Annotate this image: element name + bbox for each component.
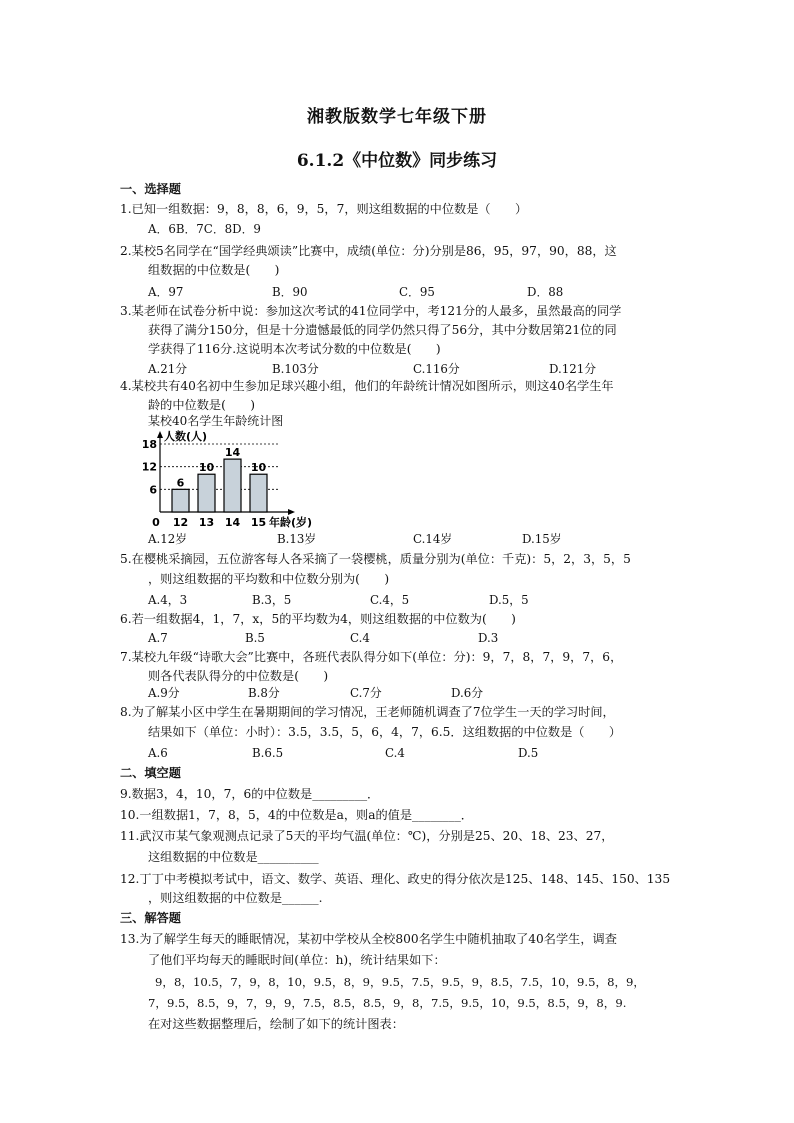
page-subtitle: 6.1.2《中位数》同步练习 <box>296 151 498 171</box>
question-5-option-a: A.4，3 <box>148 593 188 607</box>
question-13-data-line-1: 9，8，10.5，7，9，8，10，9.5，8，9，9.5，7.5，9.5，9，8.5，7.5，10，9.5，8，9， <box>155 975 646 989</box>
question-3-option-d: D.121分 <box>549 362 597 376</box>
question-12-line-2: ，则这组数据的中位数是______. <box>148 891 323 905</box>
question-6-option-d: D.3 <box>478 631 499 645</box>
bar-age-15 <box>250 474 267 512</box>
question-4-option-a: A.12岁 <box>148 532 188 546</box>
question-7-line-1: 7.某校九年级“诗歌大会”比赛中，各班代表队得分如下(单位：分)：9，7，8，7，9，7，6， <box>120 650 623 664</box>
question-13-line-2: 了他们平均每天的睡眠时间(单位：h)，统计结果如下： <box>148 953 446 967</box>
x-axis-arrow <box>288 509 295 515</box>
question-2-option-c: C．95 <box>399 285 435 299</box>
bar-value-label: 10 <box>198 461 215 475</box>
question-5-option-b: B.3，5 <box>252 593 292 607</box>
question-1-stem: 1.已知一组数据：9，8，8，6，9，5，7，则这组数据的中位数是（ ） <box>120 202 528 216</box>
question-9: 9.数据3，4，10，7，6的中位数是_________． <box>120 787 380 801</box>
question-8-line-2: 结果如下（单位：小时）：3.5，3.5，5，6，4，7，6.5．这组数据的中位数是（ ） <box>148 725 622 739</box>
bar-age-13 <box>198 474 215 512</box>
question-5-line-2: ，则这组数据的平均数和中位数分别为( ) <box>148 572 390 586</box>
question-8-option-a: A.6 <box>148 746 168 760</box>
chart-caption: 某校40名学生年龄统计图 <box>148 414 284 428</box>
question-2-option-d: D．88 <box>527 285 564 299</box>
question-4-option-c: C.14岁 <box>413 532 453 546</box>
section-heading-fill: 二、填空题 <box>120 766 181 780</box>
question-13-data-line-2: 7，9.5，8.5，9，7，9，9，7.5，8.5，8.5，9，8，7.5，9.5，10，9.5，8.5，9，8，9. <box>148 996 627 1010</box>
question-3-option-b: B.103分 <box>272 362 319 376</box>
question-4-line-2: 龄的中位数是( ) <box>148 398 256 412</box>
origin-label: 0 <box>152 516 160 528</box>
x-tick-label: 12 <box>172 516 189 528</box>
question-7-option-c: C.7分 <box>350 686 382 700</box>
x-tick-label: 13 <box>198 516 215 528</box>
age-bar-chart <box>136 426 336 528</box>
bar-value-label: 10 <box>250 461 267 475</box>
question-8-option-c: C.4 <box>385 746 405 760</box>
page-title: 湘教版数学七年级下册 <box>307 107 487 127</box>
section-heading-solve: 三、解答题 <box>120 911 181 925</box>
x-tick-label: 14 <box>224 516 241 528</box>
bar-value-label: 14 <box>224 446 241 460</box>
question-3-option-a: A.21分 <box>148 362 188 376</box>
y-axis-arrow <box>157 431 163 438</box>
bar-value-label: 6 <box>176 476 185 490</box>
question-5-option-d: D.5，5 <box>489 593 529 607</box>
question-8-option-b: B.6.5 <box>252 746 284 760</box>
section-heading-choice: 一、选择题 <box>120 182 181 196</box>
question-13-line-5: 在对这些数据整理后，绘制了如下的统计图表： <box>148 1017 404 1031</box>
question-8-line-1: 8.为了解某小区中学生在暑期期间的学习情况，王老师随机调查了7位学生一天的学习时间， <box>120 705 615 719</box>
x-tick-label: 15 <box>250 516 267 528</box>
question-7-option-b: B.8分 <box>248 686 280 700</box>
y-tick-label: 18 <box>141 438 157 451</box>
question-7-option-a: A.9分 <box>148 686 180 700</box>
question-2-option-b: B．90 <box>272 285 308 299</box>
y-tick-label: 12 <box>141 460 157 474</box>
question-1-options: A．6B．7C．8D．9 <box>148 222 261 236</box>
question-6-option-c: C.4 <box>350 631 370 645</box>
question-5-option-c: C.4，5 <box>370 593 410 607</box>
question-10: 10.一组数据1，7，8，5，4的中位数是a，则a的值是________． <box>120 808 473 822</box>
question-8-option-d: D.5 <box>518 746 539 760</box>
question-13-line-1: 13.为了解学生每天的睡眠情况，某初中学校从全校800名学生中随机抽取了40名学生，调查 <box>120 932 617 946</box>
question-2-option-a: A．97 <box>148 285 184 299</box>
bar-age-12 <box>172 489 189 512</box>
question-7-option-d: D.6分 <box>451 686 484 700</box>
question-7-line-2: 则各代表队得分的中位数是( ) <box>148 669 329 683</box>
question-3-option-c: C.116分 <box>413 362 460 376</box>
question-2-line-1: 2.某校5名同学在“国学经典颂读”比赛中，成绩(单位：分)分别是86，95，97，90，88，这 <box>120 244 617 258</box>
question-3-line-2: 获得了满分150分，但是十分遗憾最低的同学仍然只得了56分，其中分数居第21位的同 <box>148 323 617 337</box>
x-axis-label: 年龄(岁) <box>269 516 313 528</box>
question-4-option-d: D.15岁 <box>522 532 562 546</box>
question-5-line-1: 5.在樱桃采摘园，五位游客每人各采摘了一袋樱桃，质量分别为(单位：千克)：5，2，3，5，5 <box>120 552 631 566</box>
question-3-line-3: 学获得了116分.这说明本次考试分数的中位数是( ) <box>148 342 441 356</box>
question-2-line-2: 组数据的中位数是( ) <box>148 263 280 277</box>
question-4-option-b: B.13岁 <box>277 532 317 546</box>
question-12-line-1: 12.丁丁中考模拟考试中，语文、数学、英语、理化、政史的得分依次是125、148、145、150、135 <box>120 872 671 886</box>
question-3-line-1: 3.某老师在试卷分析中说：参加这次考试的41位同学中，考121分的人最多，虽然最高的同学 <box>120 304 622 318</box>
bar-age-14 <box>224 459 241 512</box>
question-11-line-2: 这组数据的中位数是__________ <box>148 850 319 864</box>
question-4-line-1: 4.某校共有40名初中生参加足球兴趣小组，他们的年龄统计情况如图所示，则这40名学生年 <box>120 379 614 393</box>
question-6-line-1: 6.若一组数据4，1，7，x，5的平均数为4，则这组数据的中位数为( ) <box>120 612 516 626</box>
question-6-option-a: A.7 <box>148 631 168 645</box>
question-6-option-b: B.5 <box>245 631 265 645</box>
y-axis-label: 人数(人) <box>164 430 208 443</box>
y-tick-label: 6 <box>149 483 157 497</box>
question-11-line-1: 11.武汉市某气象观测点记录了5天的平均气温(单位：℃)，分别是25、20、18、23、27， <box>120 829 614 843</box>
